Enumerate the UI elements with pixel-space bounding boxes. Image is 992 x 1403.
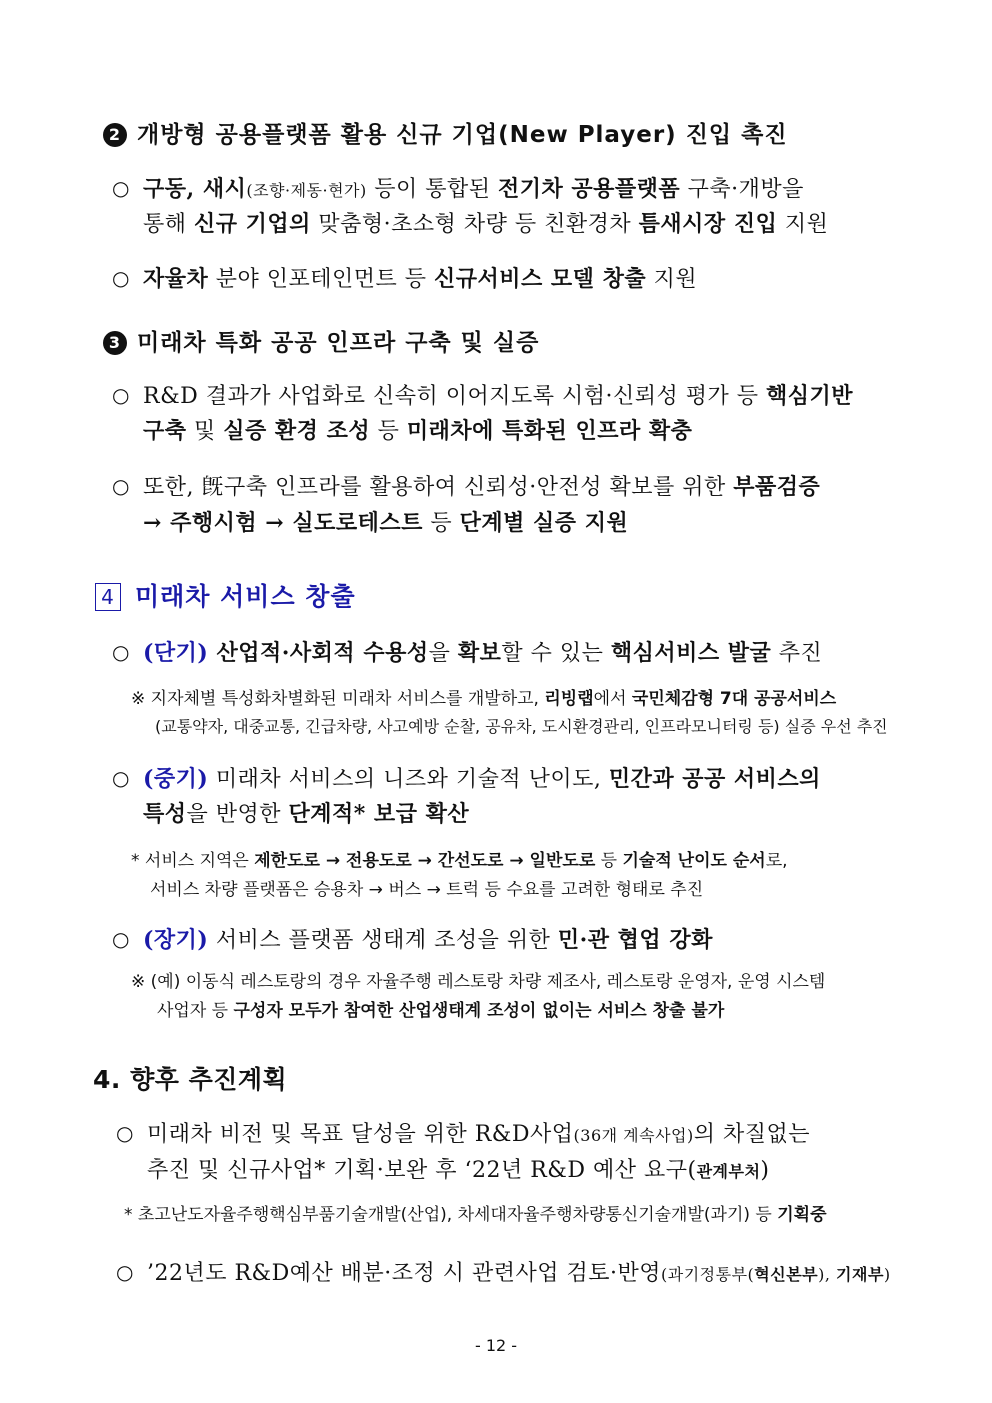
bullet-icon: ○ — [112, 640, 130, 664]
bold-text: 전기차 공용플랫폼 — [497, 176, 681, 202]
plan-title: 4. 향후 추진계획 — [93, 1065, 288, 1094]
term-label: (중기) — [143, 766, 209, 792]
paragraph-line — [143, 379, 992, 410]
text: ( — [687, 1158, 697, 1183]
paragraph-line — [147, 1153, 992, 1184]
note-line — [124, 1200, 992, 1225]
bold-text: 민·관 협업 강화 — [557, 927, 713, 953]
bold-text: 기획중 — [777, 1205, 827, 1225]
text: 서비스 차량 플랫폼은 승용차 → 버스 → 트럭 등 수요를 고려한 형태로 추진 — [150, 880, 704, 900]
bullet-icon: ○ — [116, 1121, 134, 1145]
note-line — [150, 875, 992, 900]
text: ’22년도 R&D예산 배분·조정 시 관련사업 검토·반영 — [147, 1261, 662, 1286]
bullet-icon: ○ — [112, 927, 130, 951]
bold-text: 기술적 난이도 순서 — [622, 851, 766, 871]
note-line — [155, 714, 992, 737]
bullet-icon: ○ — [112, 266, 130, 290]
text: 할 수 있는 — [501, 641, 611, 666]
text: 통해 — [143, 212, 194, 237]
bold-text: 제한도로 → 전용도로 → 간선도로 → 일반도로 — [254, 851, 596, 871]
bold-text: 실증 환경 조성 — [223, 418, 371, 444]
text: 맞춤형·초소형 차량 등 친환경차 — [310, 212, 639, 237]
text: 의 차질없는 — [693, 1122, 811, 1147]
paragraph-line — [143, 262, 992, 293]
bold-text: 관계부처 — [696, 1162, 761, 1181]
paragraph-line — [147, 1117, 992, 1148]
subheading-2 — [103, 116, 992, 149]
bold-text: 국민체감형 7대 공공서비스 — [631, 689, 837, 709]
paragraph-line — [143, 923, 992, 954]
aside-text: (과기정통부( — [661, 1265, 755, 1284]
circled-number: 3 — [103, 331, 127, 355]
paragraph-line — [143, 414, 992, 445]
aside-text: (36개 계속사업) — [573, 1126, 694, 1145]
text: 지원 — [646, 267, 698, 292]
text: 에서 — [593, 689, 632, 709]
paragraph-line — [143, 797, 992, 828]
bold-text: 구성자 모두가 참여한 산업생태계 조성이 없이는 서비스 창출 불가 — [233, 1001, 725, 1021]
text: 을 반영한 — [186, 802, 289, 827]
aside-text: ), — [818, 1265, 837, 1284]
paragraph-line — [147, 1256, 992, 1287]
text: 사업자 등 — [157, 1001, 234, 1021]
text: 추진 및 신규사업* 기획·보완 후 ‘22년 R&D 예산 요구 — [147, 1158, 688, 1183]
section-heading — [95, 577, 992, 613]
page-number: - 12 - — [474, 1336, 518, 1355]
term-label: (장기) — [143, 927, 209, 953]
subheading-title: 개방형 공용플랫폼 활용 신규 기업(New Player) 진입 촉진 — [137, 122, 788, 148]
bold-text: 부품검증 — [733, 474, 821, 500]
text: 구축·개방을 — [680, 177, 804, 202]
bold-text: 확보 — [457, 640, 502, 666]
bold-text: 핵심기반 — [766, 383, 854, 409]
text: 을 — [428, 641, 458, 666]
bold-text: 리빙랩 — [544, 689, 594, 709]
bold-text: 단계별 실증 지원 — [459, 510, 629, 536]
text: * 서비스 지역은 — [131, 851, 255, 871]
bold-text: 구동, 새시 — [143, 176, 247, 202]
bullet-icon: ○ — [112, 474, 130, 498]
bold-text: 단계적* 보급 확산 — [288, 801, 470, 827]
term-label: (단기) — [143, 640, 209, 666]
bullet-icon: ○ — [112, 383, 130, 407]
text: 등 — [595, 851, 623, 871]
subheading-3 — [103, 324, 992, 357]
text: 추진 — [771, 641, 823, 666]
bold-text: 틈새시장 진입 — [638, 211, 778, 237]
note-line — [131, 967, 992, 992]
circled-number: 2 — [103, 123, 127, 147]
text: ) — [760, 1158, 770, 1183]
bullet-icon: ○ — [116, 1260, 134, 1284]
text: 또한, 旣구축 인프라를 활용하여 신뢰성·안전성 확보를 위한 — [143, 475, 734, 500]
bold-text: 혁신본부 — [754, 1265, 819, 1284]
text: 등이 통합된 — [366, 177, 498, 202]
bold-text: 신규서비스 모델 창출 — [434, 266, 647, 292]
bold-text: 기재부 — [836, 1265, 884, 1284]
text: 등 — [422, 511, 460, 536]
bold-text: 구축 — [143, 418, 187, 444]
paragraph-line — [143, 506, 992, 537]
boxed-number: 4 — [95, 583, 121, 611]
text: 지원 — [777, 212, 829, 237]
bold-text: 특성 — [143, 801, 187, 827]
bold-text: 산업적·사회적 수용성 — [208, 640, 429, 666]
text: 미래차 서비스의 니즈와 기술적 난이도, — [208, 767, 609, 792]
bold-text: 미래차에 특화된 인프라 확충 — [406, 418, 693, 444]
bold-text: 자율차 — [143, 266, 209, 292]
paragraph-line — [143, 207, 992, 238]
note-line — [131, 684, 992, 709]
bold-text: → 주행시험 → 실도로테스트 — [143, 510, 423, 536]
text: 및 — [186, 419, 224, 444]
text: 미래차 비전 및 목표 달성을 위한 R&D사업 — [147, 1122, 574, 1147]
bold-text: 민간과 공공 서비스의 — [608, 766, 821, 792]
bold-text: 핵심서비스 발굴 — [610, 640, 772, 666]
aside-text: ) — [883, 1265, 891, 1284]
note-line — [131, 846, 992, 871]
text: 서비스 플랫폼 생태계 조성을 위한 — [208, 928, 558, 953]
note-line — [157, 996, 992, 1021]
text: (교통약자, 대중교통, 긴급차량, 사고예방 순찰, 공유차, 도시환경관리, 인프라모니터링 등) 실증 우선 추진 — [155, 717, 888, 736]
text: 등 — [370, 419, 407, 444]
bold-text: 신규 기업의 — [194, 211, 311, 237]
plan-heading — [93, 1060, 992, 1096]
text: ※ (예) 이동식 레스토랑의 경우 자율주행 레스토랑 차량 제조사, 레스토랑 운영자, 운영 시스템 — [131, 972, 826, 992]
paragraph-line — [143, 470, 992, 501]
paragraph-line — [143, 172, 992, 203]
paragraph-line — [143, 636, 992, 667]
text: ※ 지자체별 특성화차별화된 미래차 서비스를 개발하고, — [131, 689, 545, 709]
aside-text: (조향·제동·현가) — [246, 181, 367, 200]
text: 로, — [765, 851, 788, 871]
text: R&D 결과가 사업화로 신속히 이어지도록 시험·신뢰성 평가 등 — [143, 384, 767, 409]
text: 분야 인포테인먼트 등 — [208, 267, 435, 292]
bullet-icon: ○ — [112, 766, 130, 790]
paragraph-line — [143, 762, 992, 793]
text: * 초고난도자율주행핵심부품기술개발(산업), 차세대자율주행차량통신기술개발(과기) 등 — [124, 1205, 778, 1225]
subheading-title: 미래차 특화 공공 인프라 구축 및 실증 — [137, 330, 540, 356]
bullet-icon: ○ — [112, 176, 130, 200]
section-title: 미래차 서비스 창출 — [135, 582, 356, 611]
